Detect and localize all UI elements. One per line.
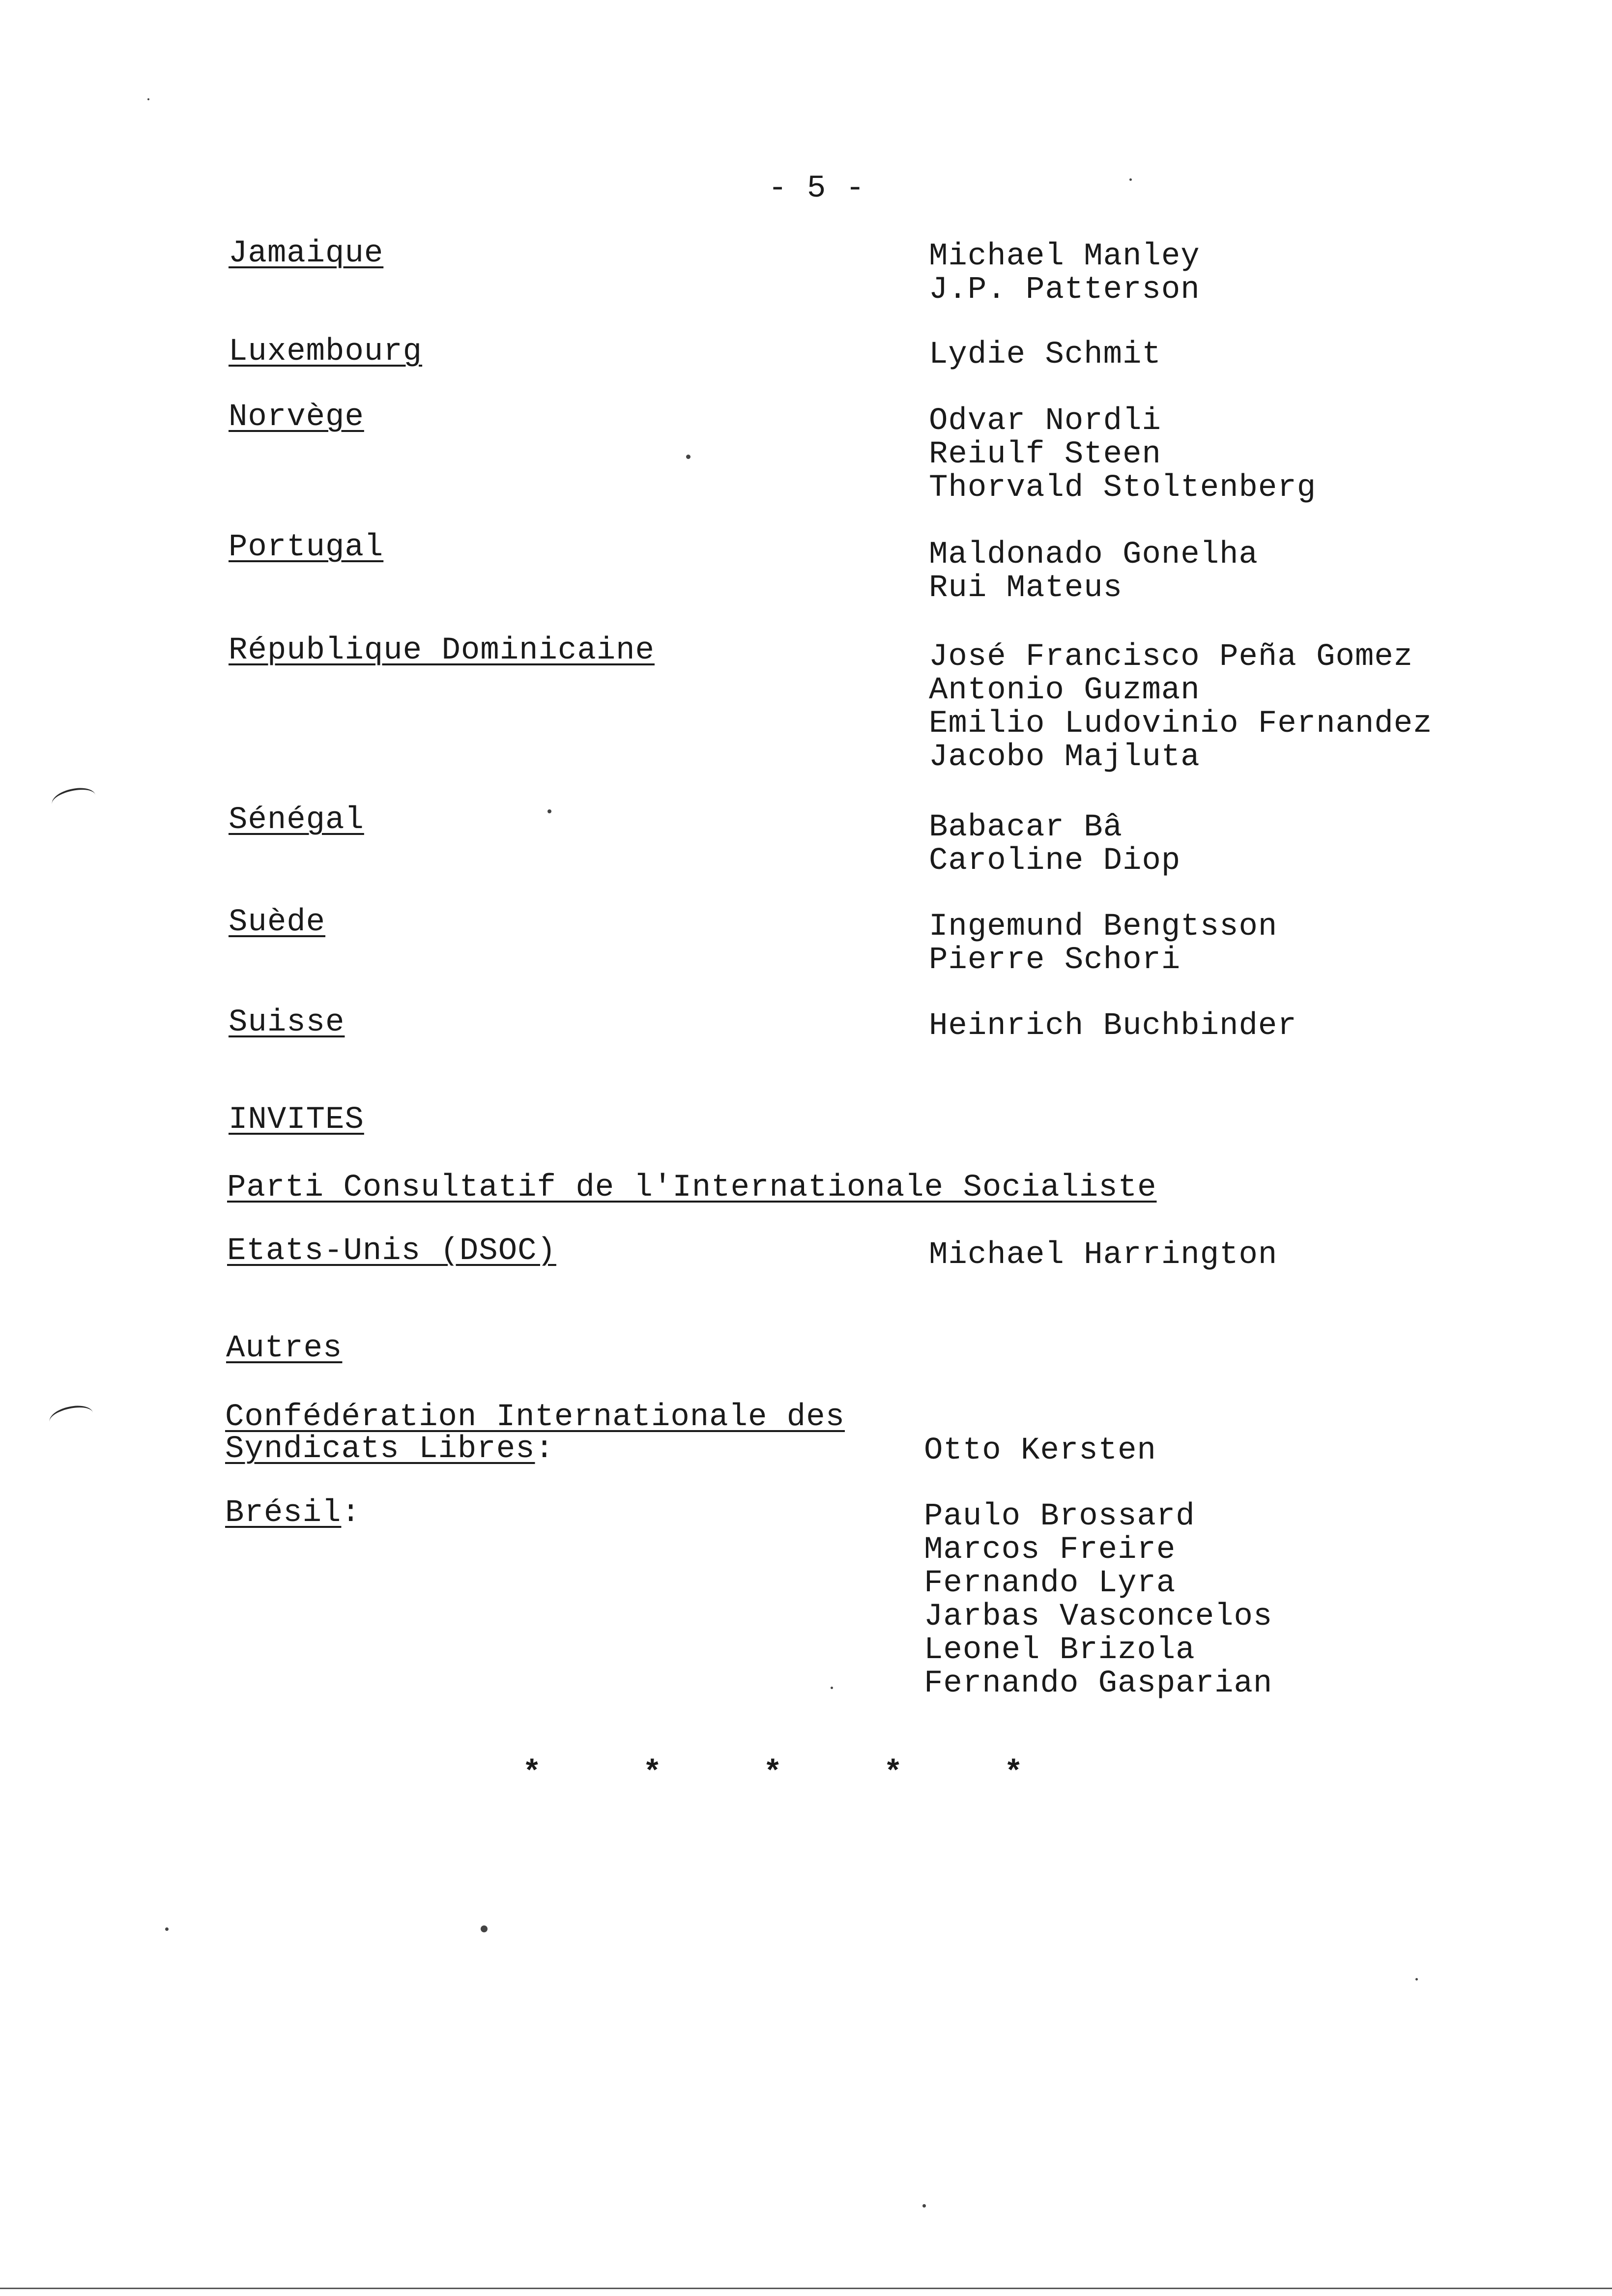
scan-speck: [165, 1927, 169, 1931]
scan-bottom-edge: [0, 2288, 1612, 2289]
scan-speck: [147, 98, 149, 100]
delegates-suede: Ingemund Bengtsson Pierre Schori: [929, 909, 1278, 978]
organisation-confederation-colon: :: [535, 1432, 554, 1467]
country-luxembourg: Luxembourg: [229, 334, 423, 370]
page-number: - 5 -: [768, 171, 865, 206]
scan-speck: [1415, 1978, 1418, 1980]
delegates-jamaique: Michael Manley J.P. Patterson: [929, 239, 1200, 308]
country-jamaique: Jamaique: [229, 236, 384, 271]
delegates-etats-unis: Michael Harrington: [929, 1237, 1278, 1273]
delegates-confederation: Otto Kersten: [924, 1433, 1156, 1468]
separator-star: *: [1004, 1756, 1023, 1791]
delegates-portugal: Maldonado Gonelha Rui Mateus: [929, 537, 1258, 606]
invites-heading: INVITES: [229, 1102, 364, 1138]
separator-star: *: [643, 1756, 662, 1791]
country-bresil: Brésil: [225, 1495, 342, 1531]
scan-edge-mark: [47, 1402, 95, 1433]
separator-star: *: [884, 1756, 903, 1791]
scan-speck: [922, 2204, 926, 2208]
country-portugal: Portugal: [229, 530, 384, 565]
delegates-bresil: Paulo Brossard Marcos Freire Fernando Lyra Jarbas Vasconcelos Leonel Brizola Fernando Gasparian: [924, 1499, 1273, 1701]
country-bresil-row: [225, 1496, 361, 1530]
country-republique-dominicaine: République Dominicaine: [229, 633, 655, 668]
delegates-republique-dominicaine: José Francisco Peña Gomez Antonio Guzman Emilio Ludovinio Fernandez Jacobo Majluta: [929, 639, 1433, 775]
delegates-luxembourg: Lydie Schmit: [929, 337, 1161, 373]
scan-speck: [481, 1925, 488, 1932]
consultative-party-heading: Parti Consultatif de l'Internationale Socialiste: [227, 1170, 1157, 1205]
country-etats-unis: Etats-Unis (DSOC): [227, 1234, 556, 1269]
separator-star: *: [522, 1756, 542, 1791]
organisation-confederation-name: Syndicats Libres: [225, 1432, 535, 1467]
separator-star: *: [763, 1756, 782, 1791]
scan-speck: [1129, 178, 1132, 181]
country-suisse: Suisse: [229, 1005, 345, 1040]
organisation-confederation-line2: [225, 1433, 554, 1466]
organisation-confederation-line1: Confédération Internationale des: [225, 1400, 845, 1435]
delegates-senegal: Babacar Bâ Caroline Diop: [929, 810, 1181, 879]
scan-speck: [686, 455, 691, 459]
country-senegal: Sénégal: [229, 803, 364, 838]
delegates-suisse: Heinrich Buchbinder: [929, 1008, 1297, 1044]
scan-speck: [547, 809, 551, 813]
country-bresil-colon: :: [341, 1495, 361, 1531]
delegates-norvege: Odvar Nordli Reiulf Steen Thorvald Stoltenberg: [929, 403, 1317, 506]
scan-speck: [831, 1687, 833, 1689]
country-norvege: Norvège: [229, 400, 364, 435]
scan-edge-mark: [50, 784, 97, 815]
country-suede: Suède: [229, 905, 326, 940]
autres-heading: Autres: [226, 1331, 343, 1366]
